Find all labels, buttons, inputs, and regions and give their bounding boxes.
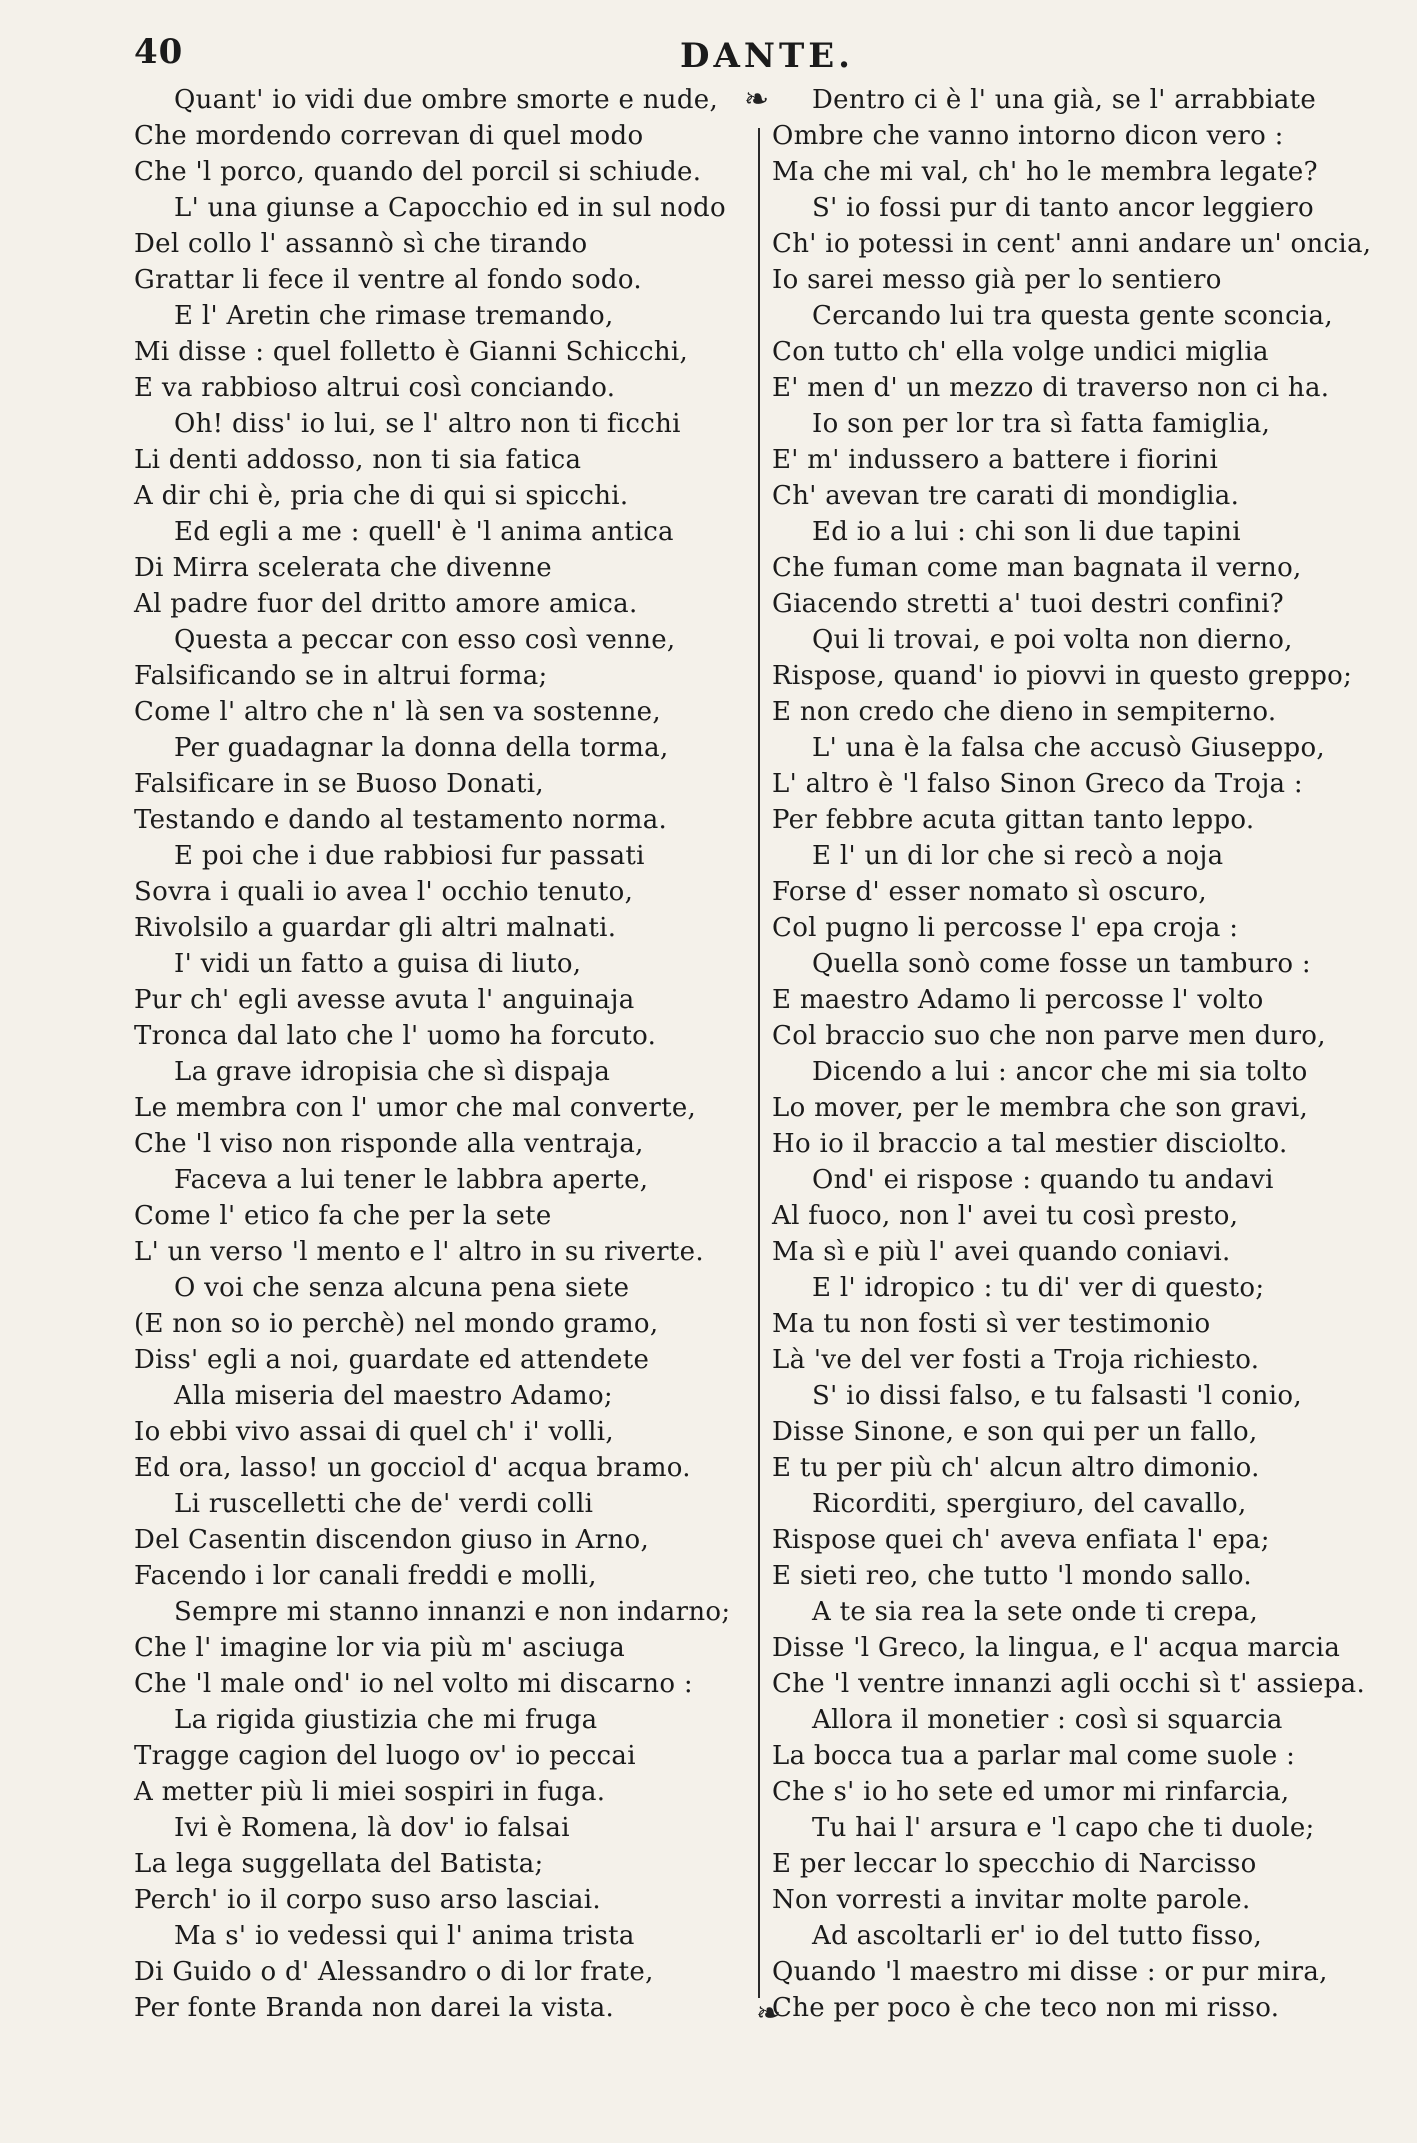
verse-line: Rispose quei ch' aveva enfiata l' epa;	[772, 1525, 1270, 1555]
verse-line: Al padre fuor del dritto amore amica.	[134, 589, 638, 619]
verse-line: Ed egli a me : quell' è 'l anima antica	[174, 517, 674, 547]
verse-line: Sovra i quali io avea l' occhio tenuto,	[134, 877, 634, 907]
verse-line: Faceva a lui tener le labbra aperte,	[174, 1165, 649, 1195]
verse-line: Che per poco è che teco non mi risso.	[772, 1993, 1280, 2023]
verse-line: Dentro ci è l' una già, se l' arrabbiate	[812, 85, 1317, 115]
verse-line: Dicendo a lui : ancor che mi sia tolto	[812, 1057, 1308, 1087]
verse-line: E per leccar lo specchio di Narcisso	[772, 1849, 1257, 1879]
verse-line: E tu per più ch' alcun altro dimonio.	[772, 1453, 1260, 1483]
verse-line: Ombre che vanno intorno dicon vero :	[772, 121, 1284, 151]
verse-line: Che 'l porco, quando del porcil si schiude.	[134, 157, 702, 187]
verse-line: Ond' ei rispose : quando tu andavi	[812, 1165, 1274, 1195]
verse-line: Ma sì e più l' avei quando coniavi.	[772, 1237, 1231, 1267]
verse-line: Forse d' esser nomato sì oscuro,	[772, 877, 1207, 907]
verse-line: La bocca tua a parlar mal come suole :	[772, 1741, 1296, 1771]
verse-line: Io sarei messo già per lo sentiero	[772, 265, 1222, 295]
verse-line: Giacendo stretti a' tuoi destri confini?	[772, 589, 1284, 619]
verse-line: La rigida giustizia che mi fruga	[174, 1705, 598, 1735]
verse-line: Che fuman come man bagnata il verno,	[772, 553, 1302, 583]
verse-line: Ed io a lui : chi son li due tapini	[812, 517, 1241, 547]
verse-line: Ch' avevan tre carati di mondiglia.	[772, 481, 1240, 511]
verse-line: Non vorresti a invitar molte parole.	[772, 1885, 1251, 1915]
verse-line: Che mordendo correvan di quel modo	[134, 121, 644, 151]
verse-line: Mi disse : quel folletto è Gianni Schicchi,	[134, 337, 689, 367]
verse-line: Qui li trovai, e poi volta non dierno,	[812, 625, 1293, 655]
verse-line: Ivi è Romena, là dov' io falsai	[174, 1813, 570, 1843]
verse-line: A metter più li miei sospiri in fuga.	[134, 1777, 606, 1807]
verse-line: Falsificando se in altrui forma;	[134, 661, 548, 691]
verse-line: Che 'l viso non risponde alla ventraja,	[134, 1129, 644, 1159]
verse-line: E' men d' un mezzo di traverso non ci ha.	[772, 373, 1330, 403]
verse-line: E' m' indussero a battere i fiorini	[772, 445, 1219, 475]
verse-line: E l' idropico : tu di' ver di questo;	[812, 1273, 1265, 1303]
verse-line: Disse Sinone, e son qui per un fallo,	[772, 1417, 1258, 1447]
verse-line: Che l' imagine lor via più m' asciuga	[134, 1633, 626, 1663]
verse-line: Del Casentin discendon giuso in Arno,	[134, 1525, 650, 1555]
left-column	[134, 82, 754, 2026]
verse-line: Per guadagnar la donna della torma,	[174, 733, 669, 763]
verse-line: Ed ora, lasso! un gocciol d' acqua bramo.	[134, 1453, 691, 1483]
verse-line: Lo mover, per le membra che son gravi,	[772, 1093, 1309, 1123]
verse-line: Diss' egli a noi, guardate ed attendete	[134, 1345, 650, 1375]
verse-line: Li ruscelletti che de' verdi colli	[174, 1489, 594, 1519]
verse-line: Col braccio suo che non parve men duro,	[772, 1021, 1326, 1051]
verse-line: Là 've del ver fosti a Troja richiesto.	[772, 1345, 1260, 1375]
verse-line: I' vidi un fatto a guisa di liuto,	[174, 949, 582, 979]
verse-line: Rispose, quand' io piovvi in questo greppo;	[772, 661, 1353, 691]
verse-line: E non credo che dieno in sempiterno.	[772, 697, 1277, 727]
verse-line: S' io dissi falso, e tu falsasti 'l conio,	[812, 1381, 1302, 1411]
verse-line: O voi che senza alcuna pena siete	[174, 1273, 630, 1303]
verse-line: E sieti reo, che tutto 'l mondo sallo.	[772, 1561, 1252, 1591]
verse-line: A te sia rea la sete onde ti crepa,	[812, 1597, 1259, 1627]
right-column	[772, 82, 1392, 2026]
verse-line: Con tutto ch' ella volge undici miglia	[772, 337, 1269, 367]
verse-line: Sempre mi stanno innanzi e non indarno;	[174, 1597, 731, 1627]
verse-line: S' io fossi pur di tanto ancor leggiero	[812, 193, 1314, 223]
verse-line: Le membra con l' umor che mal converte,	[134, 1093, 697, 1123]
verse-line: L' una è la falsa che accusò Giuseppo,	[812, 733, 1325, 763]
verse-line: Li denti addosso, non ti sia fatica	[134, 445, 582, 475]
verse-line: Oh! diss' io lui, se l' altro non ti ficchi	[174, 409, 681, 439]
verse-line: Ma che mi val, ch' ho le membra legate?	[772, 157, 1318, 187]
page-header	[0, 32, 1417, 82]
verse-line: Quella sonò come fosse un tamburo :	[812, 949, 1311, 979]
verse-line: Al fuoco, non l' avei tu così presto,	[772, 1201, 1239, 1231]
verse-line: L' altro è 'l falso Sinon Greco da Troja :	[772, 769, 1303, 799]
verse-line: Questa a peccar con esso così venne,	[174, 625, 676, 655]
verse-line: Che 'l male ond' io nel volto mi discarno :	[134, 1669, 693, 1699]
verse-line: Disse 'l Greco, la lingua, e l' acqua marcia	[772, 1633, 1341, 1663]
verse-line: Ho io il braccio a tal mestier disciolto.	[772, 1129, 1288, 1159]
verse-line: Testando e dando al testamento norma.	[134, 805, 668, 835]
verse-line: Tronca dal lato che l' uomo ha forcuto.	[134, 1021, 657, 1051]
verse-line: Ricorditi, spergiuro, del cavallo,	[812, 1489, 1247, 1519]
verse-line: Che 'l ventre innanzi agli occhi sì t' assiepa.	[772, 1669, 1366, 1699]
verse-line: Ma s' io vedessi qui l' anima trista	[174, 1921, 635, 1951]
verse-line: Quant' io vidi due ombre smorte e nude,	[174, 85, 719, 115]
verse-line: La lega suggellata del Batista;	[134, 1849, 544, 1879]
verse-line: A dir chi è, pria che di qui si spicchi.	[134, 481, 629, 511]
verse-line: Di Guido o d' Alessandro o di lor frate,	[134, 1957, 654, 1987]
verse-line: Perch' io il corpo suso arso lasciai.	[134, 1885, 601, 1915]
verse-line: Ad ascoltarli er' io del tutto fisso,	[812, 1921, 1263, 1951]
verse-line: Per febbre acuta gittan tanto leppo.	[772, 805, 1255, 835]
verse-line: Cercando lui tra questa gente sconcia,	[812, 301, 1333, 331]
verse-line: Tu hai l' arsura e 'l capo che ti duole;	[812, 1813, 1315, 1843]
verse-line: La grave idropisia che sì dispaja	[174, 1057, 611, 1087]
verse-line: Ch' io potessi in cent' anni andare un' oncia,	[772, 229, 1372, 259]
verse-line: Per fonte Branda non darei la vista.	[134, 1993, 615, 2023]
verse-line: Di Mirra scelerata che divenne	[134, 553, 552, 583]
verse-line: Col pugno li percosse l' epa croja :	[772, 913, 1239, 943]
column-divider	[758, 128, 760, 1998]
verse-line: L' un verso 'l mento e l' altro in su riverte.	[134, 1237, 704, 1267]
verse-line: Pur ch' egli avesse avuta l' anguinaja	[134, 985, 635, 1015]
verse-line: Rivolsilo a guardar gli altri malnati.	[134, 913, 617, 943]
verse-line: E l' Aretin che rimase tremando,	[174, 301, 614, 331]
verse-line: Quando 'l maestro mi disse : or pur mira,	[772, 1957, 1328, 1987]
verse-line: Ma tu non fosti sì ver testimonio	[772, 1309, 1211, 1339]
verse-line: E maestro Adamo li percosse l' volto	[772, 985, 1264, 1015]
running-title: DANTE.	[680, 36, 854, 76]
verse-line: Io ebbi vivo assai di quel ch' i' volli,	[134, 1417, 614, 1447]
verse-line: E poi che i due rabbiosi fur passati	[174, 841, 645, 871]
verse-line: Allora il monetier : così si squarcia	[812, 1705, 1283, 1735]
verse-line: Grattar li fece il ventre al fondo sodo.	[134, 265, 642, 295]
page-number: 40	[134, 32, 184, 72]
verse-line: L' una giunse a Capocchio ed in sul nodo	[174, 193, 726, 223]
verse-line: Come l' etico fa che per la sete	[134, 1201, 552, 1231]
verse-line: Facendo i lor canali freddi e molli,	[134, 1561, 597, 1591]
verse-line: E va rabbioso altrui così conciando.	[134, 373, 616, 403]
verse-line: Che s' io ho sete ed umor mi rinfarcia,	[772, 1777, 1290, 1807]
verse-line: Come l' altro che n' là sen va sostenne,	[134, 697, 661, 727]
ornament-icon: ❧	[756, 1996, 782, 2031]
verse-line: Tragge cagion del luogo ov' io peccai	[134, 1741, 636, 1771]
verse-line: Io son per lor tra sì fatta famiglia,	[812, 409, 1271, 439]
verse-line: Del collo l' assannò sì che tirando	[134, 229, 588, 259]
verse-line: Falsificare in se Buoso Donati,	[134, 769, 544, 799]
ornament-icon: ❧	[744, 82, 770, 117]
verse-line: E l' un di lor che si recò a noja	[812, 841, 1224, 871]
verse-line: Alla miseria del maestro Adamo;	[174, 1381, 613, 1411]
verse-line: (E non so io perchè) nel mondo gramo,	[134, 1309, 659, 1339]
